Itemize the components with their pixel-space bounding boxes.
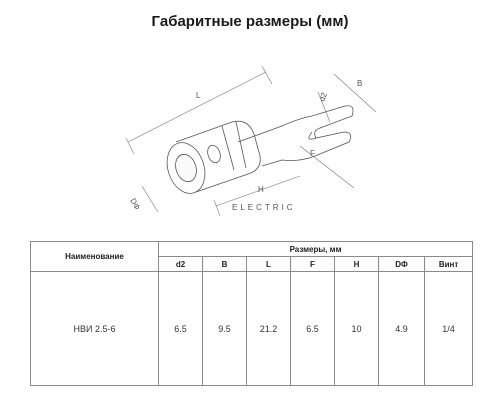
extension-line (262, 66, 272, 84)
dimensions-table (30, 241, 473, 386)
inner-tube (206, 144, 223, 165)
extension-line (214, 200, 220, 216)
table-row (31, 272, 473, 386)
dimension-line-f (300, 146, 354, 188)
extension-line (126, 138, 134, 154)
barrel-ridge (236, 122, 246, 168)
dim-label-d2: d2 (317, 91, 329, 103)
table-cell: 21.2 (247, 272, 291, 386)
dim-label-b: B (357, 79, 363, 88)
table-cell: 6.5 (291, 272, 335, 386)
dim-label-d: DФ (128, 196, 142, 212)
column-header: F (291, 257, 335, 272)
column-header: d2 (159, 257, 203, 272)
column-header: DФ (379, 257, 425, 272)
dim-label-l: L (196, 91, 201, 100)
dimension-line-l (128, 72, 266, 142)
column-header: Винт (425, 257, 473, 272)
barrel-ridge (222, 126, 234, 170)
page-title: Габаритные размеры (мм) (151, 13, 349, 30)
name-header: Наименование (31, 242, 159, 272)
watermark-text: ELECTRIC (232, 203, 296, 212)
fork-plate (238, 106, 353, 166)
column-header: H (335, 257, 379, 272)
sleeve-front-inner (172, 152, 200, 185)
dim-label-f: F (310, 149, 315, 158)
column-header: B (203, 257, 247, 272)
product-name-cell: НВИ 2.5-6 (31, 272, 159, 386)
table-cell: 6.5 (159, 272, 203, 386)
table-cell: 1/4 (425, 272, 473, 386)
dimension-line-b (334, 74, 376, 112)
column-header: L (247, 257, 291, 272)
table-cell: 9.5 (203, 272, 247, 386)
table-cell: 4.9 (379, 272, 425, 386)
table-cell: 10 (335, 272, 379, 386)
dimension-line-d (142, 186, 158, 212)
dimensions-group-header: Размеры, мм (159, 242, 473, 257)
dim-label-h: H (258, 185, 264, 194)
fork-terminal-drawing (0, 38, 500, 238)
